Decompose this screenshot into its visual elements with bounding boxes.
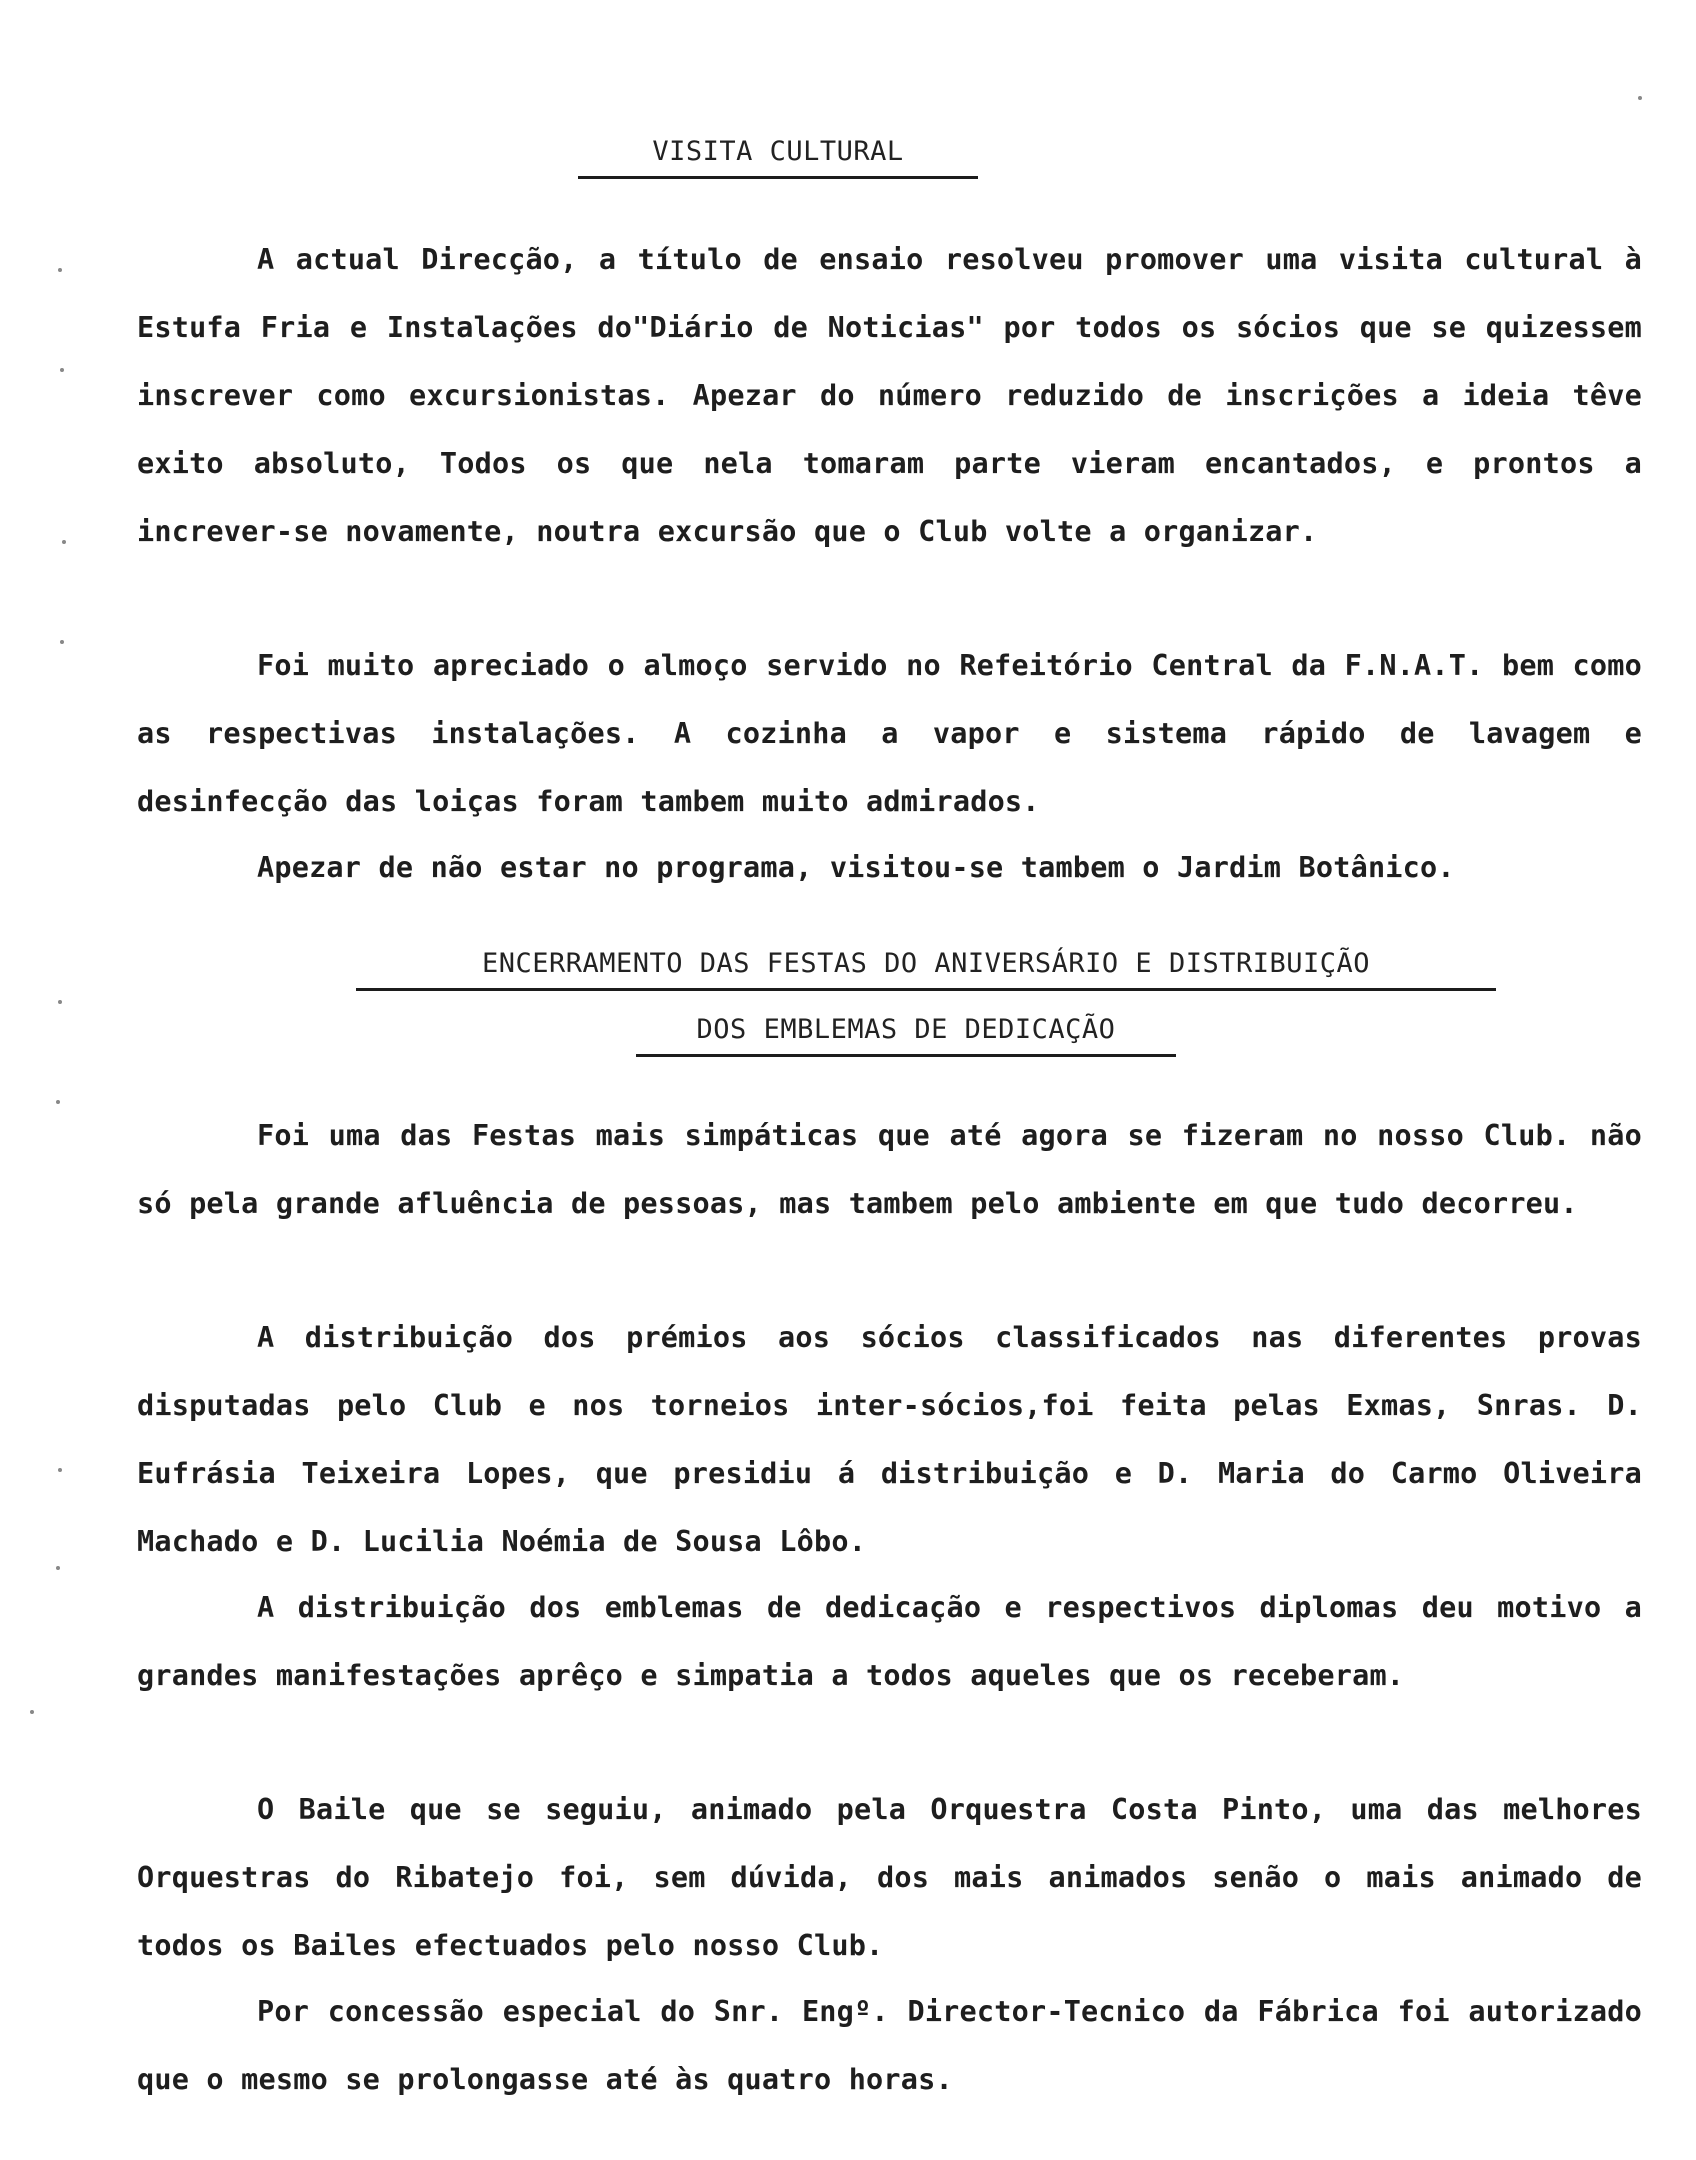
paragraph-visita-intro: A actual Direcção, a título de ensaio resolveu promover uma visita cultural à Estufa Fria e Instalações do"Diário de Noticias" por todos os sócios que se quizessem inscrever como excursionistas. Apezar do número reduzido de inscrições a ideia têve exito absoluto, Todos os que nela tomaram parte vieram encantados, e prontos a increver-se novamente, noutra excursão que o Club volte a organizar. (137, 243, 1642, 548)
scan-speck (60, 640, 64, 644)
scan-speck (30, 1710, 34, 1714)
paragraph-almoco: Foi muito apreciado o almoço servido no Refeitório Central da F.N.A.T. bem como as respectivas instalações. A cozinha a vapor e sistema rápido de lavagem e desinfecção das loiças foram tambem muito admirados. (137, 649, 1642, 818)
section-title-encerramento-line2: DOS EMBLEMAS DE DEDICAÇÃO (696, 1014, 1116, 1045)
paragraph-jardim-botanico: Apezar de não estar no programa, visitou-se tambem o Jardim Botânico. (257, 851, 1455, 884)
paragraph-distribuicao-premios: A distribuição dos prémios aos sócios classificados nas diferentes provas disputadas pelo Club e nos torneios inter-sócios,foi feita pelas Exmas, Snras. D. Eufrásia Teixeira Lopes, que presidiu á distribuição e D. Maria do Carmo Oliveira Machado e D. Lucilia Noémia de Sousa Lôbo. (137, 1321, 1642, 1558)
section-title-visita-cultural: VISITA CULTURAL (652, 136, 904, 167)
scan-speck (56, 1566, 60, 1570)
scan-speck (1638, 96, 1642, 100)
scan-speck (60, 368, 64, 372)
section-title-encerramento-line1: ENCERRAMENTO DAS FESTAS DO ANIVERSÁRIO E DISTRIBUIÇÃO (481, 948, 1371, 979)
title-underline (636, 1054, 1176, 1057)
scan-speck (56, 1100, 60, 1104)
scan-speck (58, 1000, 62, 1004)
paragraph-festas: Foi uma das Festas mais simpáticas que até agora se fizeram no nosso Club. não só pela grande afluência de pessoas, mas tambem pelo ambiente em que tudo decorreu. (137, 1119, 1642, 1220)
paragraph-baile: O Baile que se seguiu, animado pela Orquestra Costa Pinto, uma das melhores Orquestras do Ribatejo foi, sem dúvida, dos mais animados senão o mais animado de todos os Bailes efectuados pelo nosso Club. (137, 1793, 1642, 1962)
paragraph-concessao: Por concessão especial do Snr. Engº. Director-Tecnico da Fábrica foi autorizado que o mesmo se prolongasse até às quatro horas. (137, 1995, 1642, 2096)
scan-speck (58, 268, 62, 272)
paragraph-emblemas: A distribuição dos emblemas de dedicação e respectivos diplomas deu motivo a grandes manifestações aprêço e simpatia a todos aqueles que os receberam. (137, 1591, 1642, 1692)
title-underline (356, 988, 1496, 991)
title-underline (578, 176, 978, 179)
scan-speck (58, 1468, 62, 1472)
scan-speck (62, 540, 66, 544)
